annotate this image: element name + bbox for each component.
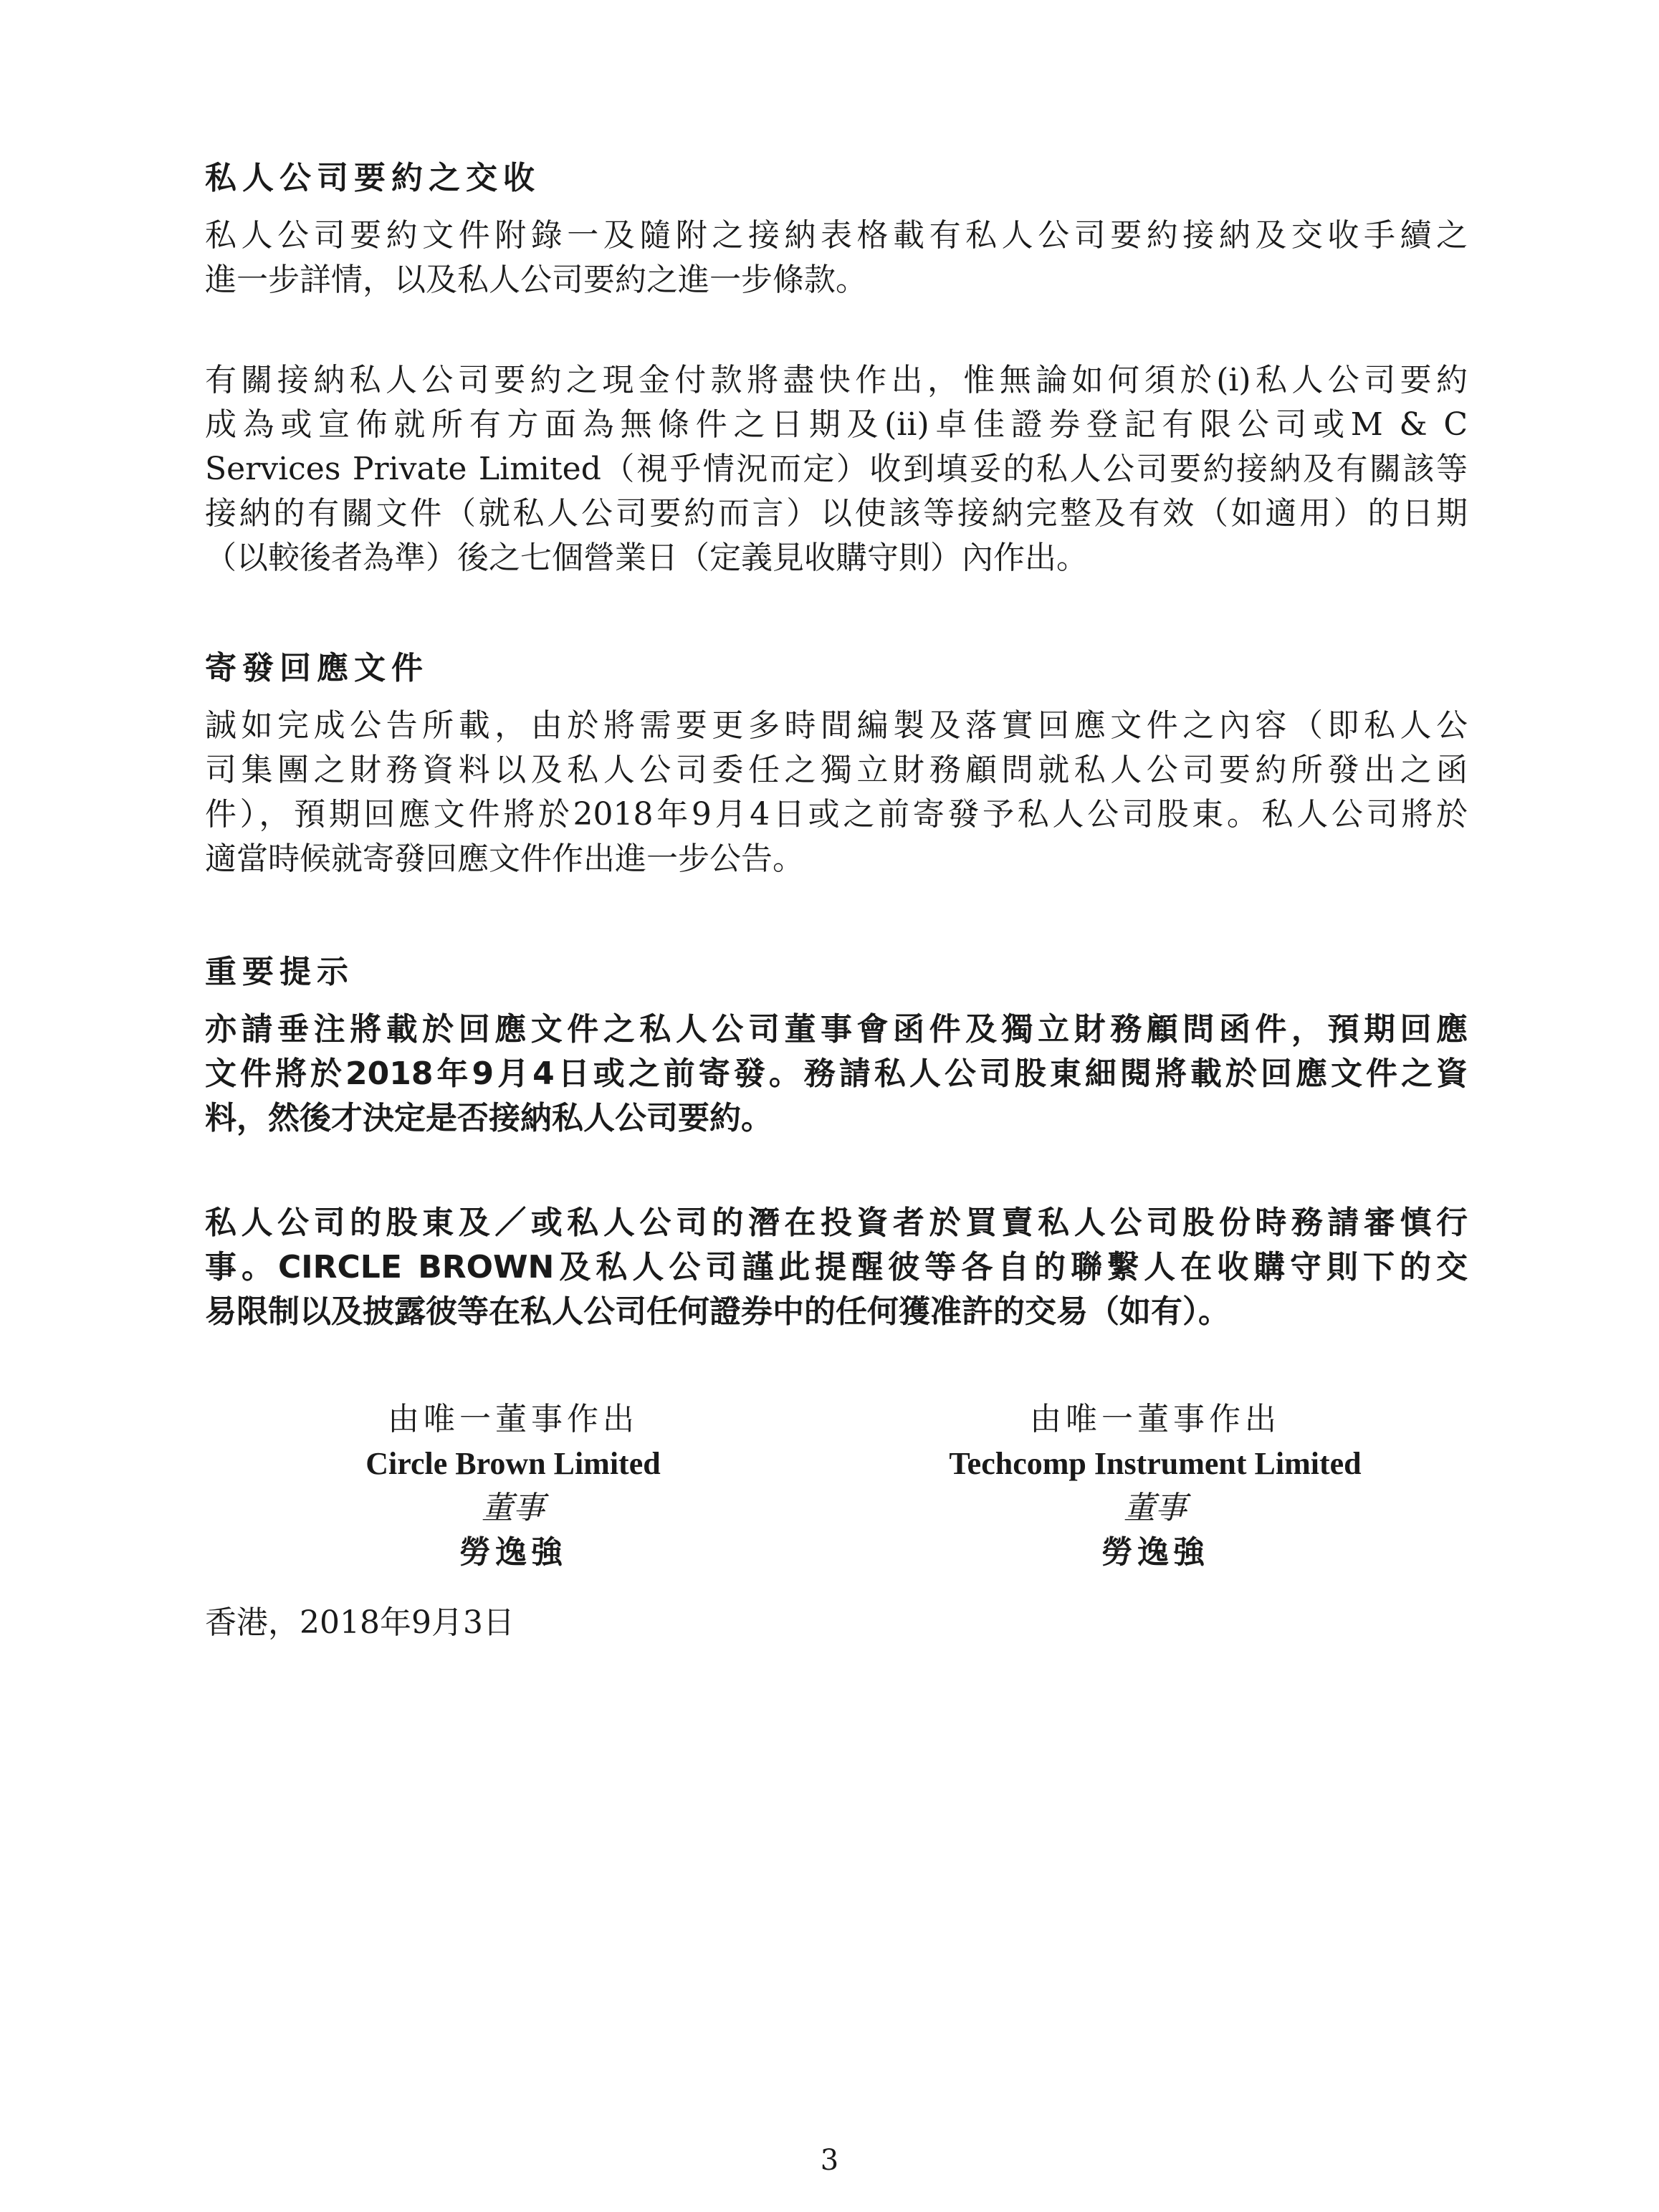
text-line: 料，然後才決定是否接納私人公司要約。 xyxy=(205,1100,773,1136)
signature-title: 董事 xyxy=(1124,1490,1187,1526)
text-line: 易限制以及披露彼等在私人公司任何證券中的任何獲准許的交易（如有）。 xyxy=(205,1293,1230,1330)
text-line: 文件將於2018年9月4日或之前寄發。務請私人公司股東細閱將載於回應文件之資 xyxy=(205,1055,1468,1092)
section-heading-notice: 重要提示 xyxy=(205,954,354,990)
section-heading-despatch: 寄發回應文件 xyxy=(205,650,429,686)
text-line: 成為或宣佈就所有方面為無條件之日期及(ii)卓佳證券登記有限公司或M & C xyxy=(205,406,1468,443)
place-and-date: 香港，2018年9月3日 xyxy=(205,1604,515,1641)
text-line: 司集團之財務資料以及私人公司委任之獨立財務顧問就私人公司要約所發出之函 xyxy=(205,752,1468,788)
text-line: （以較後者為準）後之七個營業日（定義見收購守則）內作出。 xyxy=(205,540,1088,576)
signature-company: Circle Brown Limited xyxy=(365,1446,661,1481)
signature-name: 勞逸強 xyxy=(1101,1534,1209,1571)
text-line: 接納的有關文件（就私人公司要約而言）以使該等接納完整及有效（如適用）的日期 xyxy=(205,495,1468,532)
paragraph-cash-payment xyxy=(205,358,1468,580)
paragraph-notice-dealings xyxy=(205,1201,1468,1334)
signature-by: 由唯一董事作出 xyxy=(1030,1401,1281,1437)
text-line: 亦請垂注將載於回應文件之私人公司董事會函件及獨立財務顧問函件，預期回應 xyxy=(205,1011,1468,1048)
text-line: 適當時候就寄發回應文件作出進一步公告。 xyxy=(205,841,804,877)
paragraph-delivery-terms xyxy=(205,214,1468,302)
signature-block-circle-brown xyxy=(262,1397,764,1575)
paragraph-notice-response xyxy=(205,1007,1468,1141)
text-line: 私人公司的股東及／或私人公司的潛在投資者於買賣私人公司股份時務請審慎行 xyxy=(205,1205,1468,1241)
text-line: Services Private Limited（視乎情況而定）收到填妥的私人公司要約接納及有關該等 xyxy=(205,451,1468,487)
signature-title: 董事 xyxy=(482,1490,545,1526)
text-line: 件），預期回應文件將於2018年9月4日或之前寄發予私人公司股東。私人公司將於 xyxy=(205,796,1468,833)
signature-name: 勞逸強 xyxy=(459,1534,567,1571)
signature-by: 由唯一董事作出 xyxy=(388,1401,639,1437)
text-line: 進一步詳情，以及私人公司要約之進一步條款。 xyxy=(205,262,867,298)
signature-company: Techcomp Instrument Limited xyxy=(949,1446,1362,1481)
page-number: 3 xyxy=(820,2144,839,2177)
text-line: 事。CIRCLE BROWN及私人公司謹此提醒彼等各自的聯繫人在收購守則下的交 xyxy=(205,1249,1468,1285)
section-heading-delivery: 私人公司要約之交收 xyxy=(205,160,540,196)
paragraph-despatch xyxy=(205,704,1468,881)
text-line: 誠如完成公告所載，由於將需要更多時間編製及落實回應文件之內容（即私人公 xyxy=(205,707,1468,744)
text-line: 私人公司要約文件附錄一及隨附之接納表格載有私人公司要約接納及交收手續之 xyxy=(205,217,1468,254)
signature-block-techcomp xyxy=(904,1397,1406,1575)
text-line: 有關接納私人公司要約之現金付款將盡快作出，惟無論如何須於(i)私人公司要約 xyxy=(205,362,1468,398)
